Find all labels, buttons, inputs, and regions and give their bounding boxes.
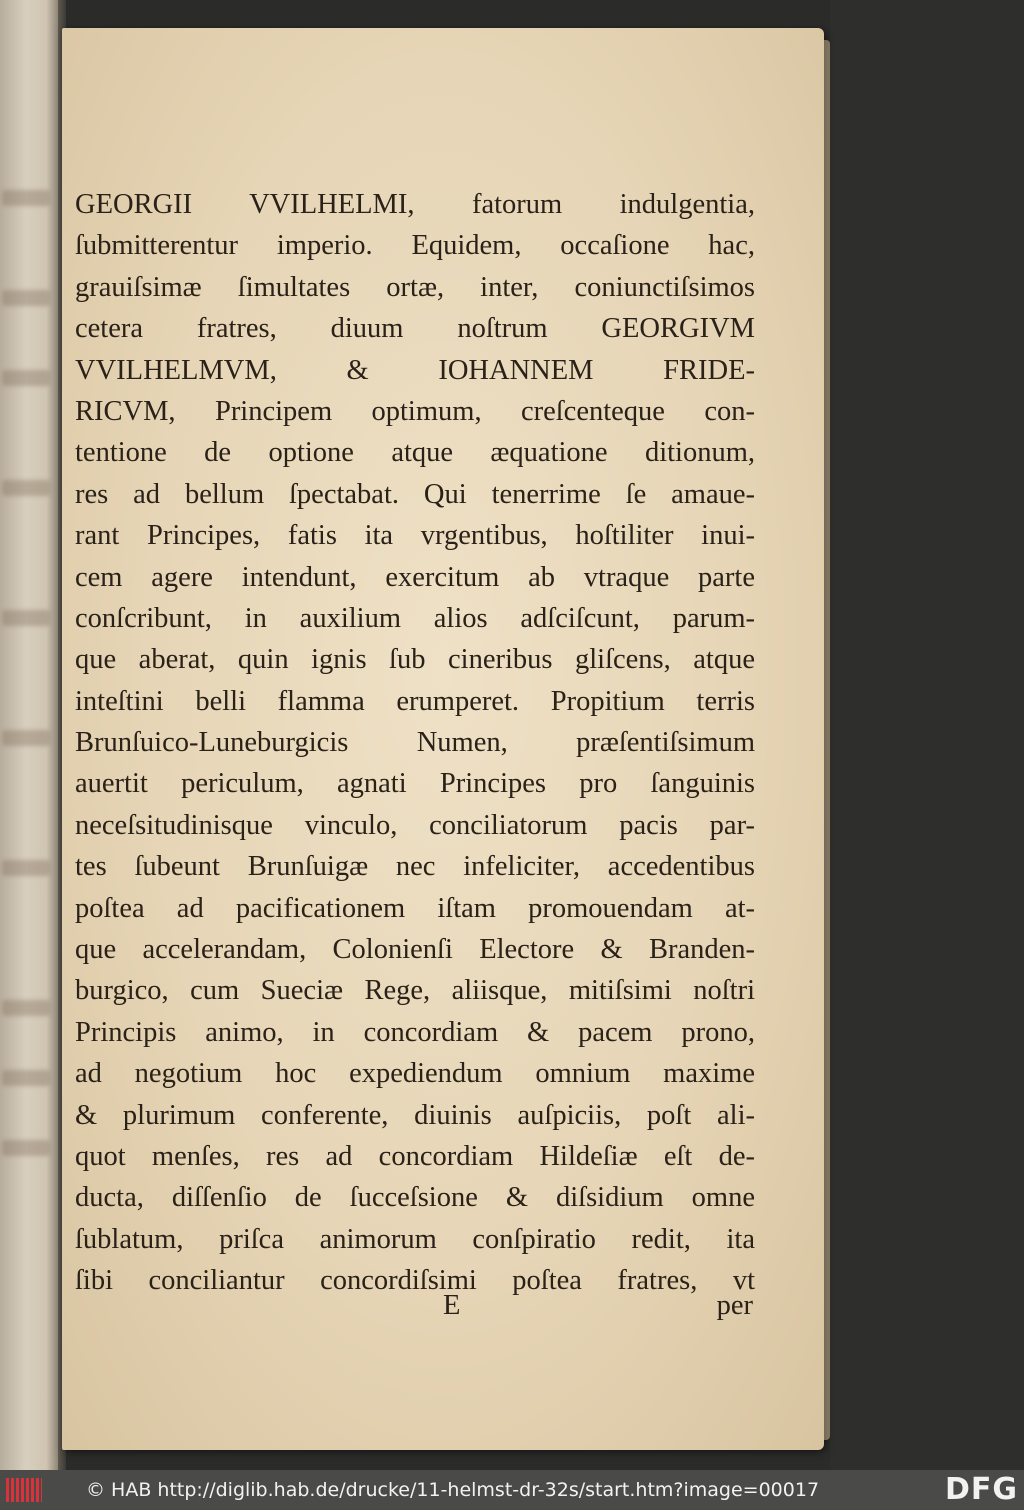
text-line: ad negotium hoc expediendum omnium maxime (75, 1058, 755, 1090)
adjacent-page-edge (0, 0, 58, 1470)
text-line: RICVM, Principem optimum, creſcenteque con- (75, 395, 755, 427)
text-line: Brunſuico-Luneburgicis Numen, præſentiſsimum (75, 727, 755, 759)
text-line: grauiſsimæ ſimultates ortæ, inter, coniunctiſsimos (75, 271, 755, 303)
text-line: rant Principes, fatis ita vrgentibus, hoſtiliter inui- (75, 520, 755, 552)
text-line: VVILHELMVM, & IOHANNEM FRIDE- (75, 354, 755, 386)
background-right (830, 0, 1024, 1470)
text-line: cem agere intendunt, exercitum ab vtraque parte (75, 561, 755, 593)
page-text (75, 184, 755, 1302)
text-line: conſcribunt, in auxilium alios adſciſcunt, parum- (75, 602, 755, 634)
dfg-logo: DFG (944, 1472, 1018, 1507)
text-line: quot menſes, res ad concordiam Hildeſiæ eſt de- (75, 1140, 755, 1172)
catchword: per (716, 1290, 753, 1321)
text-line: ſubmitterentur imperio. Equidem, occaſione hac, (75, 230, 755, 262)
text-line: burgico, cum Sueciæ Rege, aliisque, mitiſsimi noſtri (75, 975, 755, 1007)
credit-text[interactable]: © HAB http://diglib.hab.de/drucke/11-helmst-dr-32s/start.htm?image=00017 (86, 1479, 820, 1501)
text-line: ſublatum, priſca animorum conſpiratio redit, ita (75, 1223, 755, 1255)
signature-mark: E (443, 1290, 461, 1321)
credit-bar (0, 1470, 1024, 1510)
text-line: poſtea ad pacificationem iſtam promouendam at- (75, 892, 755, 924)
text-line: tentione de optione atque æquatione ditionum, (75, 437, 755, 469)
text-line: auertit periculum, agnati Principes pro ſanguinis (75, 768, 755, 800)
text-line: ſibi conciliantur concordiſsimi poſtea fratres, vt (75, 1265, 755, 1297)
text-line: Principis animo, in concordiam & pacem prono, (75, 1016, 755, 1048)
text-line: ducta, diſſenſio de ſucceſsione & diſsidium omne (75, 1182, 755, 1214)
text-line: GEORGII VVILHELMI, fatorum indulgentia, (75, 189, 755, 220)
text-line: inteſtini belli flamma erumperet. Propitium terris (75, 685, 755, 717)
text-line: tes ſubeunt Brunſuigæ nec infeliciter, accedentibus (75, 851, 755, 883)
page-footer (75, 1290, 755, 1330)
text-line: que aberat, quin ignis ſub cineribus gliſcens, atque (75, 644, 755, 676)
text-line: cetera fratres, diuum noſtrum GEORGIVM (75, 313, 755, 345)
text-line: neceſsitudinisque vinculo, conciliatorum pacis par- (75, 809, 755, 841)
text-line: & plurimum conferente, diuinis auſpiciis, poſt ali- (75, 1099, 755, 1131)
text-line: res ad bellum ſpectabat. Qui tenerrime ſe amaue- (75, 478, 755, 510)
library-barcode-icon (6, 1478, 42, 1502)
text-line: que accelerandam, Colonienſi Electore & Branden- (75, 934, 755, 966)
